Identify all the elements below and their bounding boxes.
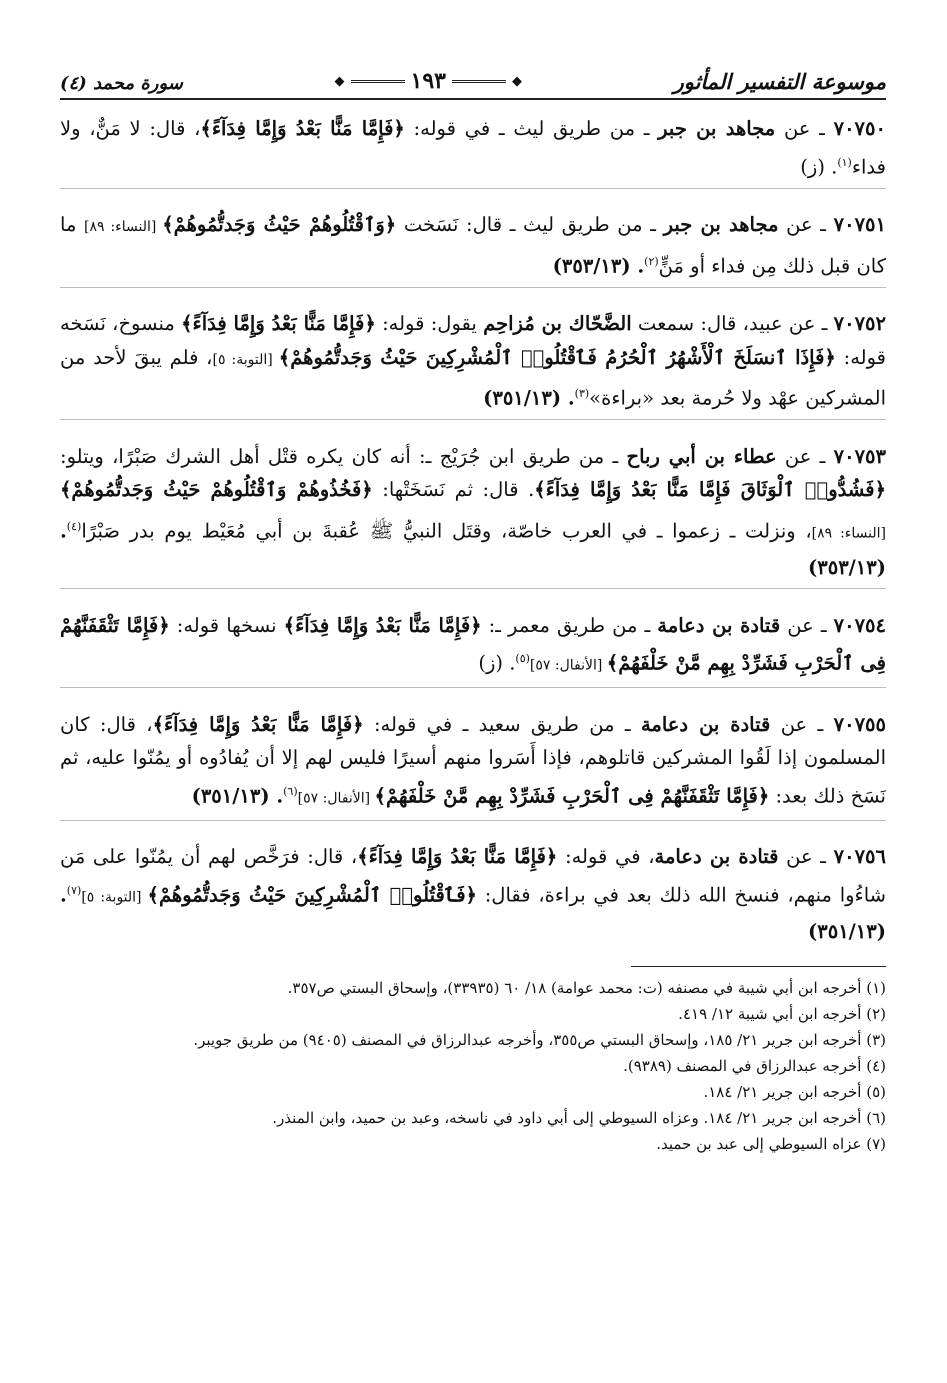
quran-quote: ﴿فَٱقْتُلُوا۟ ٱلْمُشْرِكِينَ حَيْثُ وَجَدتُّمُوهُمْ﴾	[147, 883, 477, 906]
narrator-name: قتادة بن دعامة	[657, 613, 781, 637]
page-number-block	[335, 68, 522, 94]
entries-list	[60, 112, 886, 952]
entry-text: ـ عن عبيد، قال: سمعت	[631, 312, 834, 335]
entry-text: ـ عن	[778, 213, 834, 236]
narration-entry	[60, 208, 886, 288]
narrator-name: عطاء بن أبي رباح	[626, 444, 777, 468]
narrator-name: مجاهد بن جبر	[663, 213, 779, 236]
entry-number: ٧٠٧٥٤	[833, 613, 887, 637]
verse-reference: [التوبة: ٥]	[212, 351, 279, 368]
footnote: (٤) أخرجه عبدالرزاق في المصنف (٩٣٨٩).	[623, 1057, 886, 1075]
quran-quote: ﴿فَإِمَّا مَنًّا بَعْدُ وَإِمَّا فِدَآءً﴾	[357, 845, 558, 868]
quran-quote: ﴿فَإِمَّا تَثْقَفَنَّهُمْ فِى ٱلْحَرْبِ فَشَرِّدْ بِهِم مَّنْ خَلْفَهُمْ﴾	[374, 784, 770, 807]
footnote: (٢) أخرجه ابن أبي شيبة ١٢/ ٤١٩.	[678, 1005, 886, 1023]
entry-number: ٧٠٧٥٠	[833, 117, 886, 140]
entry-number: ٧٠٧٥٥	[833, 712, 886, 736]
narrator-name: مجاهد بن جبر	[658, 117, 776, 140]
sura-label: سورة محمد (٤)	[60, 73, 183, 94]
quran-quote: ﴿فَإِمَّا مَنًّا بَعْدُ وَإِمَّا فِدَآءً﴾	[200, 117, 405, 140]
verse-reference: [النساء: ٨٩]	[84, 219, 163, 235]
entry-number: ٧٠٧٥٣	[833, 444, 887, 468]
quran-quote: ﴿فَإِمَّا تَثْقَفَنَّهُمْ فِى ٱلْحَرْبِ فَشَرِّدْ بِهِم مَّنْ خَلْفَهُمْ﴾	[60, 613, 886, 675]
page-number-rule	[351, 80, 405, 83]
entry-text: ، قال: كان المسلمون إذا لَقُوا المشركين قاتلوهم، فإذا أَسَروا منهم أسيرًا فليس لهم إلا أن يُفادُوه أو يمُنّوا عليه، ثم نَسَخ ذلك بعد:	[60, 712, 886, 807]
footnote-marker: (١)	[837, 155, 852, 169]
entry-text: ، فلم يبقَ لأحد من المشركين عهْد ولا حُرمة بعد «براءة»	[60, 345, 886, 410]
narrator-name: قتادة بن دعامة	[640, 712, 771, 736]
ornament-icon: ◆	[511, 73, 522, 89]
volume-reference: . (٣٥٣/١٣)	[552, 254, 645, 277]
volume-reference: . (٣٥٣/١٣)	[60, 519, 886, 579]
narration-entry	[60, 840, 886, 952]
entry-text: . قال: ثم نَسَخَتْها:	[372, 478, 535, 501]
entry-number: ٧٠٧٥٦	[833, 845, 886, 868]
ornament-icon: ◆	[334, 73, 345, 89]
quran-quote: ﴿فَشُدُّوا۟ ٱلْوَثَاقَ فَإِمَّا مَنًّا بَعْدُ وَإِمَّا فِدَآءً﴾	[534, 478, 886, 501]
entry-text: ، قال: لا مَنٌّ، ولا فداء	[60, 117, 886, 178]
narration-entry	[60, 708, 886, 821]
entry-number: ٧٠٧٥١	[833, 213, 886, 236]
footnote: (٧) عزاه السيوطي إلى عبد بن حميد.	[656, 1135, 886, 1153]
entry-text: ، ونزلت ـ زعموا ـ في العرب خاصّة، وقتَل النبيُّ ﷺ عُقبةَ بن أبي مُعَيْط يوم بدر صَبْرًا	[81, 519, 812, 542]
verse-reference: [النساء: ٨٩]	[811, 525, 886, 541]
entry-text: ـ من طريق ليث ـ قال: نَسَخت	[396, 213, 664, 236]
footnotes	[60, 975, 886, 1157]
footnote: (٦) أخرجه ابن جرير ٢١/ ١٨٤. وعزاه السيوطي إلى أبي داود في ناسخه، وعبد بن حميد، وابن المنذر.	[272, 1109, 886, 1127]
footnote-marker: (٧)	[66, 883, 82, 897]
entry-text: ـ عن	[770, 712, 834, 736]
entry-text: نسخها قوله:	[169, 613, 284, 637]
narrator-name: الضَّحّاك بن مُزاحِم	[483, 312, 632, 335]
volume-reference: . (٣٥١/١٣)	[483, 386, 575, 410]
footnote-marker: (٣)	[574, 387, 590, 400]
entry-text: . (ز)	[800, 155, 838, 178]
quran-quote: ﴿فَخُذُوهُمْ وَٱقْتُلُوهُمْ حَيْثُ وَجَدتُّمُوهُمْ﴾	[60, 478, 373, 501]
entry-text: ـ عن	[776, 444, 834, 468]
entry-text: ـ عن	[778, 845, 834, 868]
entry-text: يقول: قوله:	[375, 312, 484, 335]
quran-quote: ﴿فَإِمَّا مَنًّا بَعْدُ وَإِمَّا فِدَآءً﴾	[181, 312, 376, 335]
running-title: موسوعة التفسير المأثور	[673, 69, 886, 94]
entry-text: ـ عن	[780, 613, 834, 637]
entry-text: ما كان قبل ذلك مِن فداء أو مَنٍّ	[60, 213, 886, 277]
footnote-marker: (٥)	[515, 652, 530, 665]
entry-text: ـ من طريق معمر ـ:	[481, 613, 658, 637]
footnote: (٥) أخرجه ابن جرير ٢١/ ١٨٤.	[703, 1083, 886, 1101]
entry-text: ـ من طريق سعيد ـ في قوله:	[363, 712, 641, 736]
footnote-marker: (٢)	[644, 254, 659, 268]
verse-reference: [الأنفال: ٥٧]	[297, 790, 375, 806]
narrator-name: قتادة بن دعامة	[654, 845, 779, 868]
entry-text: منسوخ، نَسَخه قوله:	[60, 312, 887, 369]
volume-reference: . (٣٥١/١٣)	[60, 883, 886, 943]
book-page	[60, 52, 886, 1157]
footnote-divider	[631, 966, 886, 967]
page-header	[60, 52, 886, 100]
verse-reference: [الأنفال: ٥٧]	[529, 657, 607, 674]
narration-entry	[60, 307, 886, 420]
entry-text: ـ من طريق ليث ـ في قوله:	[404, 117, 659, 140]
verse-reference: [التوبة: ٥]	[81, 889, 148, 905]
entry-text: ، في قوله:	[557, 845, 655, 868]
entry-number: ٧٠٧٥٢	[833, 312, 887, 335]
entry-text: . (ز)	[478, 651, 516, 675]
entry-text: ، قال: فرَخَّص لهم أن يمُنّوا على مَن شاءُوا منهم، فنسخ الله ذلك بعد في براءة، فقال:	[60, 845, 886, 906]
quran-quote: ﴿وَٱقْتُلُوهُمْ حَيْثُ وَجَدتُّمُوهُمْ﴾	[162, 213, 397, 236]
footnote-marker: (٤)	[66, 519, 82, 533]
quran-quote: ﴿فَإِمَّا مَنًّا بَعْدُ وَإِمَّا فِدَآءً﴾	[283, 613, 482, 637]
entry-text: ـ عن	[775, 117, 834, 140]
quran-quote: ﴿فَإِذَا ٱنسَلَخَ ٱلْأَشْهُرُ ٱلْحُرُمُ فَٱقْتُلُوا۟ ٱلْمُشْرِكِينَ حَيْثُ وَجَدتُّمُوهُمْ﴾	[278, 345, 836, 369]
volume-reference: . (٣٥١/١٣)	[191, 784, 284, 807]
footnote-marker: (٦)	[283, 784, 298, 798]
entry-text: ـ من طريق ابن جُرَيْج ـ: أنه كان يكره قتْل أهل الشرك صَبْرًا، ويتلو:	[60, 444, 627, 468]
page-number: ١٩٣	[410, 68, 446, 94]
page-number-rule	[452, 80, 506, 83]
footnote: (٣) أخرجه ابن جرير ٢١/ ١٨٥، وإسحاق البستي ص٣٥٥، وأخرجه عبدالرزاق في المصنف (٩٤٠٥) من طريق جويبر.	[193, 1031, 886, 1049]
narration-entry	[60, 112, 886, 189]
narration-entry	[60, 609, 886, 689]
footnote: (١) أخرجه ابن أبي شيبة في مصنفه (ت: محمد عوامة) ١٨/ ٦٠ (٣٣٩٣٥)، وإسحاق البستي ص٣٥٧.	[287, 979, 886, 997]
narration-entry	[60, 440, 886, 590]
quran-quote: ﴿فَإِمَّا مَنًّا بَعْدُ وَإِمَّا فِدَآءً﴾	[152, 712, 364, 736]
